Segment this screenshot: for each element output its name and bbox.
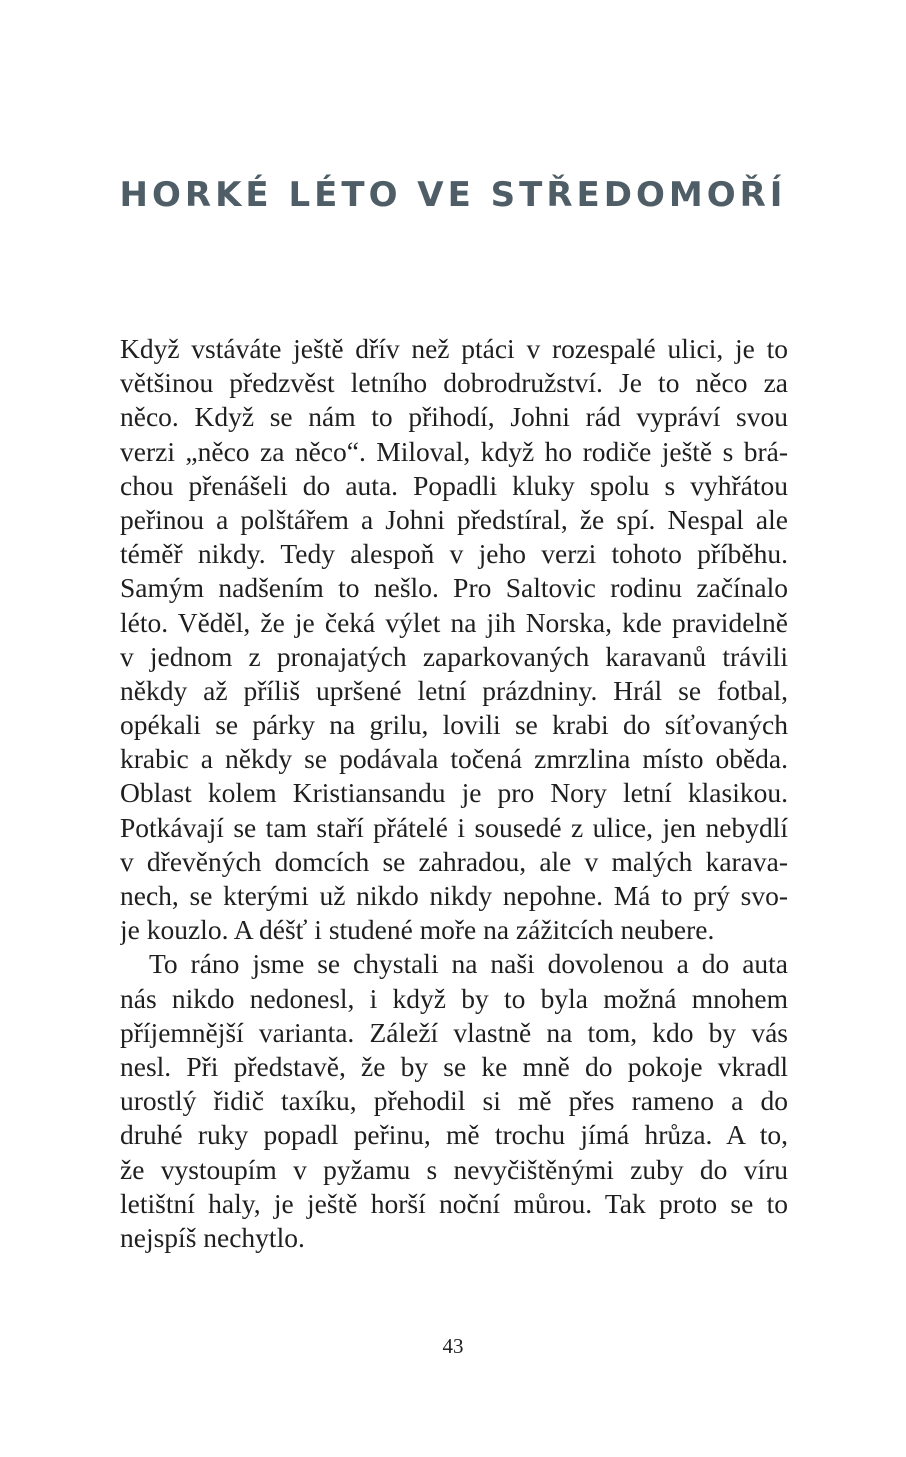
text-line: Když vstáváte ještě dřív než ptáci v rozespalé ulici, je to xyxy=(120,333,788,364)
text-line: nejspíš nechytlo. xyxy=(120,1221,305,1253)
text-line: příjemnější varianta. Záleží vlastně na tom, kdo by vás xyxy=(120,1016,788,1048)
text-line: něco. Když se nám to přihodí, Johni rád vypráví svou xyxy=(120,401,788,433)
text-line: v jednom z pronajatých zaparkovaných karavanů trávili xyxy=(120,640,788,672)
text-line: krabic a někdy se podávala točená zmrzlina místo oběda. xyxy=(120,743,788,775)
text-line: většinou předzvěst letního dobrodružství. Je to něco za xyxy=(120,367,788,399)
text-line: opékali se párky na grilu, lovili se krabi do síťovaných xyxy=(120,709,788,741)
text-line: léto. Věděl, že je čeká výlet na jih Norska, kde pravidelně xyxy=(120,606,788,638)
text-line: druhé ruky popadl peřinu, mě trochu jímá hrůza. A to, xyxy=(120,1119,788,1151)
text-line: v dřevěných domcích se zahradou, ale v malých karava- xyxy=(120,845,788,877)
page-number: 43 xyxy=(442,1334,464,1358)
text-line: Oblast kolem Kristiansandu je pro Nory letní klasikou. xyxy=(120,777,788,809)
paragraph-2 xyxy=(120,947,788,1255)
text-line: je kouzlo. A déšť i studené moře na zážitcích neubere. xyxy=(120,914,715,946)
text-line: urostlý řidič taxíku, přehodil si mě přes rameno a do xyxy=(120,1085,788,1117)
chapter-title: HORKÉ LÉTO VE STŘEDOMOŘÍ xyxy=(119,175,787,215)
text-line: Samým nadšením to nešlo. Pro Saltovic rodinu začínalo xyxy=(120,572,788,604)
text-line: chou přenášeli do auta. Popadli kluky spolu s vyhřátou xyxy=(120,469,788,501)
text-line: letištní haly, je ještě horší noční můrou. Tak proto se to xyxy=(120,1187,788,1219)
paragraph-1 xyxy=(120,332,788,947)
text-line: téměř nikdy. Tedy alespoň v jeho verzi tohoto příběhu. xyxy=(120,538,788,570)
text-line: peřinou a polštářem a Johni předstíral, že spí. Nespal ale xyxy=(120,503,788,535)
text-line: To ráno jsme se chystali na naši dovolenou a do auta xyxy=(149,948,788,980)
body-text xyxy=(120,332,788,1255)
text-line: Potkávají se tam staří přátelé i sousedé z ulice, jen nebydlí xyxy=(120,811,788,843)
text-line: nesl. Při představě, že by se ke mně do pokoje vkradl xyxy=(120,1050,788,1082)
text-line: nás nikdo nedonesl, i když by to byla možná mnohem xyxy=(120,982,788,1014)
text-line: že vystoupím v pyžamu s nevyčištěnými zuby do víru xyxy=(120,1153,788,1185)
text-line: verzi „něco za něco“. Miloval, když ho rodiče ještě s brá- xyxy=(120,435,788,467)
text-line: někdy až příliš upršené letní prázdniny. Hrál se fotbal, xyxy=(120,674,788,706)
text-line: nech, se kterými už nikdo nikdy nepohne. Má to prý svo- xyxy=(120,880,788,911)
